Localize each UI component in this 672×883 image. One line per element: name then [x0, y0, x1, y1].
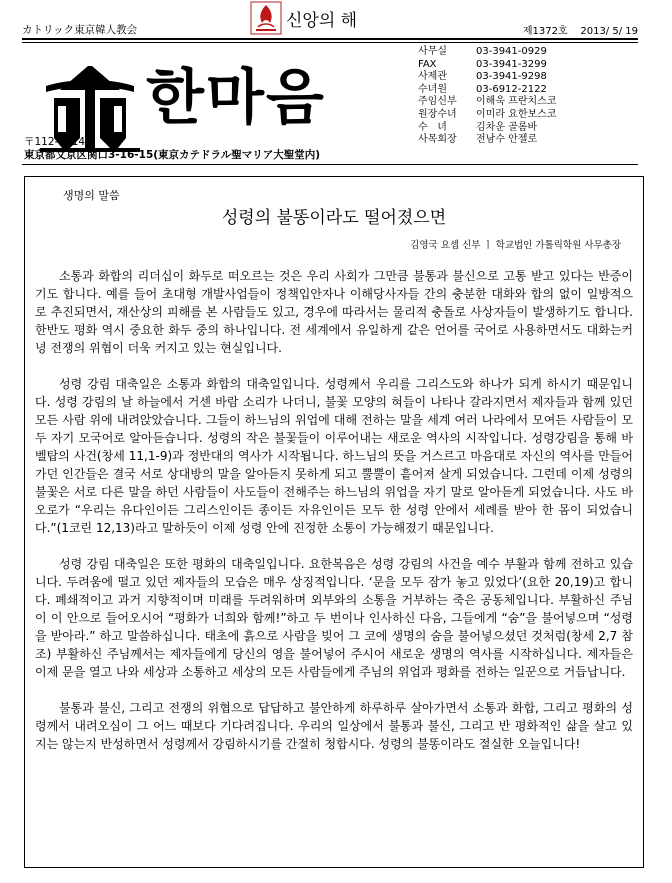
masthead-title: 한마음 — [146, 63, 326, 133]
contact-value: 03-3941-9298 — [476, 71, 547, 83]
postal-code: 〒112-0014 — [24, 136, 86, 148]
article-paragraph: 성령 강림 대축일은 소통과 화합의 대축일입니다. 성령께서 우리를 그리스도와 하나가 되게 하시기 때문입니다. 성령 강림의 날 하늘에서 거센 바람 소리가 나더니, 불꽃 모양의 혀들이 나타나 갈라지면서 제자들과 함께 있던 모든 사람 위에 내려앉았습니다. 그들이 하느님의 위업에 대해 전하는 말을 세계 여러 나라에서 모여든 사람들이 모두 자기 모국어로 알아듣습니다. 성령의 작은 불꽃들이 이루어내는 새로운 역사의 시작입니다. 성령강림을 통해 바벨탑의 사건(창세 11,1-9)과 정반대의 역사가 시작됩니다. 하느님의 뜻을 거스르고 마음대로 자신의 역사를 만들어가던 인간들은 결국 서로 상대방의 말을 알아듣지 못하게 되고 뿔뿔이 흩어져 살게 되었습니다. 그런데 이제 성령의 불꽃은 서로 다른 말을 하던 사람들이 사도들이 전해주는 하느님의 위업을 자기 말로 알아듣게 되었습니다. 사도 바오로가 “우리는 유다인이든 그리스인이든 종이든 자유인이든 모두 한 성령 안에서 세례를 받아 한 몸이 되었습니다.”(1코린 12,13)라고 말하듯이 이제 성령 안에 진정한 소통이 가능해졌기 때문입니다. — [35, 377, 633, 535]
top-strip — [22, 0, 638, 40]
article-paragraph: 성령 강림 대축일은 또한 평화의 대축일입니다. 요한복음은 성령 강림의 사건을 예수 부활과 함께 전하고 있습니다. 두려움에 떨고 있던 제자들의 모습은 매우 상징적입니다. ‘문을 모두 잠가 놓고 있었다’(요한 20,19)고 합니다. 폐쇄적이고 과거 지향적이며 미래를 두려워하며 외부와의 소통을 거부하는 죽은 공동체입니다. 부활하신 주님이 이 안으로 들어오시어 “평화가 너희와 함께!”하고 두 번이나 인사하신 다음, 그들에게 “숨”을 불어넣으며 “성령을 받아라.” 하고 말씀하십니다. 태초에 흙으로 사람을 빚어 그 코에 생명의 숨을 불어넣으셨던 것처럼(창세 2,7 참조) 부활하신 주님께서는 제자들에게 당신의 영을 불어넣어 주시어 새로운 생명의 역사를 시작하십니다. 제자들은 이제 문을 열고 나와 세상과 소통하고 세상의 모든 사람들에게 주님의 위업과 평화를 전하는 일꾼으로 거듭납니다. — [35, 557, 633, 679]
article-title: 성령의 불똥이라도 떨어졌으면 — [221, 208, 447, 228]
contact-value: 김차운 골롬바 — [476, 121, 538, 133]
article-frame — [24, 176, 644, 868]
contact-list — [418, 46, 648, 147]
article-paragraph: 소통과 화합의 리더십이 화두로 떠오르는 것은 우리 사회가 그만큼 불통과 불신으로 고통 받고 있다는 반증이기도 합니다. 예를 들어 초대형 개발사업들이 정책입안자나 이해당사자들 간의 충분한 대화와 합의 없이 일방적으로 추진되면서, 재산상의 피해를 본 사람들도 있고, 경우에 따라서는 물리적 충돌로 사상자들이 발생하기도 합니다. 한반도 평화 역시 중요한 화두 중의 하나입니다. 전 세계에서 유일하게 같은 언어를 국어로 사용하면서도 대화는커녕 전쟁의 위협이 더욱 커지고 있는 현실입니다. — [35, 269, 633, 355]
article-paragraph: 불통과 불신, 그리고 전쟁의 위협으로 답답하고 불안하게 하루하루 살아가면서 소통과 화합, 그리고 평화의 성령께서 내려오심이 그 어느 때보다 기다려집니다. 우리의 일상에서 불통과 불신, 그리고 반 평화적인 삶을 살고 있지는 않는지 반성하면서 성령께서 강림하시기를 간절히 청합시다. 성령의 불똥이라도 절실한 오늘입니다! — [35, 701, 633, 751]
section-label: 생명의 말씀 — [63, 189, 120, 202]
address: 東京都文京区関口3-16-15(東京カテドラル聖マリア大聖堂内) — [24, 149, 321, 161]
article-byline: 김영국 요셉 신부 ㅣ 학교법인 가톨릭학원 사무총장 — [410, 240, 621, 251]
contact-row — [418, 59, 648, 72]
contact-row — [418, 96, 648, 109]
contact-value: 이미라 요한보스코 — [476, 108, 557, 120]
contact-label: 수 녀 — [418, 121, 447, 133]
contact-value: 전남수 안젤로 — [476, 134, 538, 146]
contact-value: 03-6912-2122 — [476, 83, 547, 95]
contact-row — [418, 71, 648, 84]
contact-row — [418, 46, 648, 59]
issue-info — [523, 22, 638, 37]
contact-label: 사제관 — [418, 71, 447, 83]
contact-label: 수녀원 — [418, 83, 447, 95]
contact-label: FAX — [418, 58, 437, 70]
contact-row — [418, 122, 648, 135]
contact-row — [418, 134, 648, 147]
year-of-faith-logo-icon — [250, 1, 282, 35]
contact-label: 원장수녀 — [418, 108, 457, 120]
article-body — [35, 267, 633, 753]
contact-label: 주임신부 — [418, 96, 457, 108]
contact-label: 사무실 — [418, 46, 447, 57]
contact-label: 사목회장 — [418, 134, 457, 146]
issue-date: 2013/ 5/ 19 — [580, 26, 638, 37]
contact-value: 03-3941-0929 — [476, 46, 547, 57]
contact-row — [418, 84, 648, 97]
top-rule — [22, 38, 638, 43]
address-block — [24, 136, 320, 162]
contact-row — [418, 109, 648, 122]
contact-value: 03-3941-3299 — [476, 58, 547, 70]
church-name: カトリック東京韓人教会 — [22, 24, 138, 36]
masthead-rule — [22, 164, 638, 165]
issue-number: 제1372호 — [522, 26, 568, 37]
contact-value: 이해욱 프란치스코 — [476, 96, 557, 108]
year-title: 신앙의 해 — [286, 11, 358, 31]
